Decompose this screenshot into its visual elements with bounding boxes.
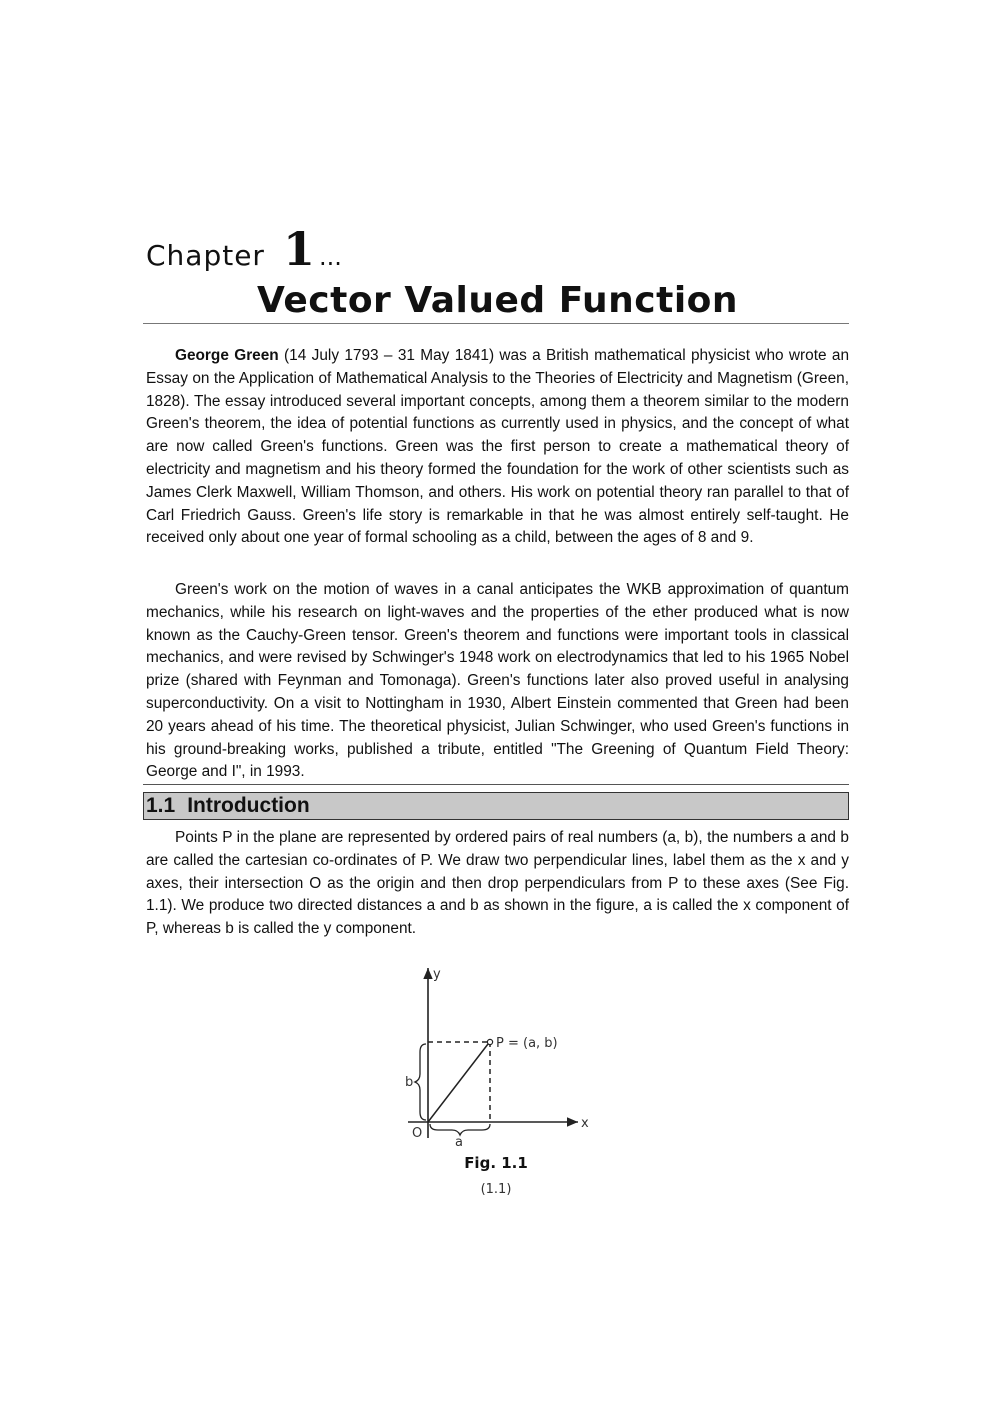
title-divider [143,323,849,324]
paragraph-george-green [146,345,849,550]
chapter-number: 1 [282,222,315,276]
chapter-heading [146,222,342,276]
brace-a [430,1124,490,1135]
figure-cartesian-diagram [380,960,620,1160]
chapter-dots: ... [318,243,342,271]
point-label: P = (a, b) [496,1036,558,1051]
origin-label: O [412,1126,423,1141]
page-number: (1.1) [480,1182,512,1197]
y-axis-label: y [433,967,441,982]
a-label: a [455,1135,463,1150]
b-label: b [405,1075,414,1090]
brace-b [415,1044,426,1120]
chapter-title: Vector Valued Function [256,280,739,321]
paragraph-introduction: Points P in the plane are represented by ordered pairs of real numbers (a, b), the numbers a and b are called the cartesian co-ordinates of P. We draw two perpendicular lines, label them as the x and y axes, their intersection O as the origin and then drop perpendiculars from P to these axes (See Fig. 1.1). We produce two directed distances a and b as shown in the figure, a is called the x component of P, whereas b is called the y component. [146,829,849,938]
section-number: 1.1 [146,794,176,817]
figure-caption: Fig. 1.1 [464,1154,528,1172]
x-axis-label: x [581,1116,589,1131]
section-divider [143,784,849,785]
section-title: Introduction [187,794,310,817]
george-green-name: George Green [175,347,279,364]
chapter-word: Chapter [146,239,265,272]
paragraph-1-text: (14 July 1793 – 31 May 1841) was a British mathematical physicist who wrote an Essay on the Application of Mathematical Analysis to the Theories of Electricity and Magnetism (Green, 1828). The essay introduced several important concepts, among them a theorem similar to the modern Green's theorem, the idea of potential functions as currently used in physics, and the concept of what are now called Green's functions. Green was the first person to create a mathematical theory of electricity and magnetism and his theory formed the foundation for the work of other scientists such as James Clerk Maxwell, William Thomson, and others. His work on potential theory ran parallel to that of Carl Friedrich Gauss. Green's life story is remarkable in that he was almost entirely self-taught. He received only about one year of formal schooling as a child, between the ages of 8 and 9. [146,347,850,547]
section-heading [143,792,849,820]
vector-op [428,1044,488,1122]
paragraph-green-work: Green's work on the motion of waves in a canal anticipates the WKB approximation of quantum mechanics, while his research on light-waves and the properties of the ether produced what is now known as the Cauchy-Green tensor. Green's theorem and functions were important tools in classical mechanics, and were revised by Schwinger's 1948 work on electrodynamics that led to his 1965 Nobel prize (shared with Feynman and Tomonaga). Green's functions later also proved useful in analysing superconductivity. On a visit to Nottingham in 1930, Albert Einstein commented that Green had been 20 years ahead of his time. The theoretical physicist, Julian Schwinger, who used Green's functions in his ground-breaking works, published a tribute, entitled "The Greening of Quantum Field Theory: George and I", in 1993. [146,581,849,781]
point-p [487,1039,492,1044]
